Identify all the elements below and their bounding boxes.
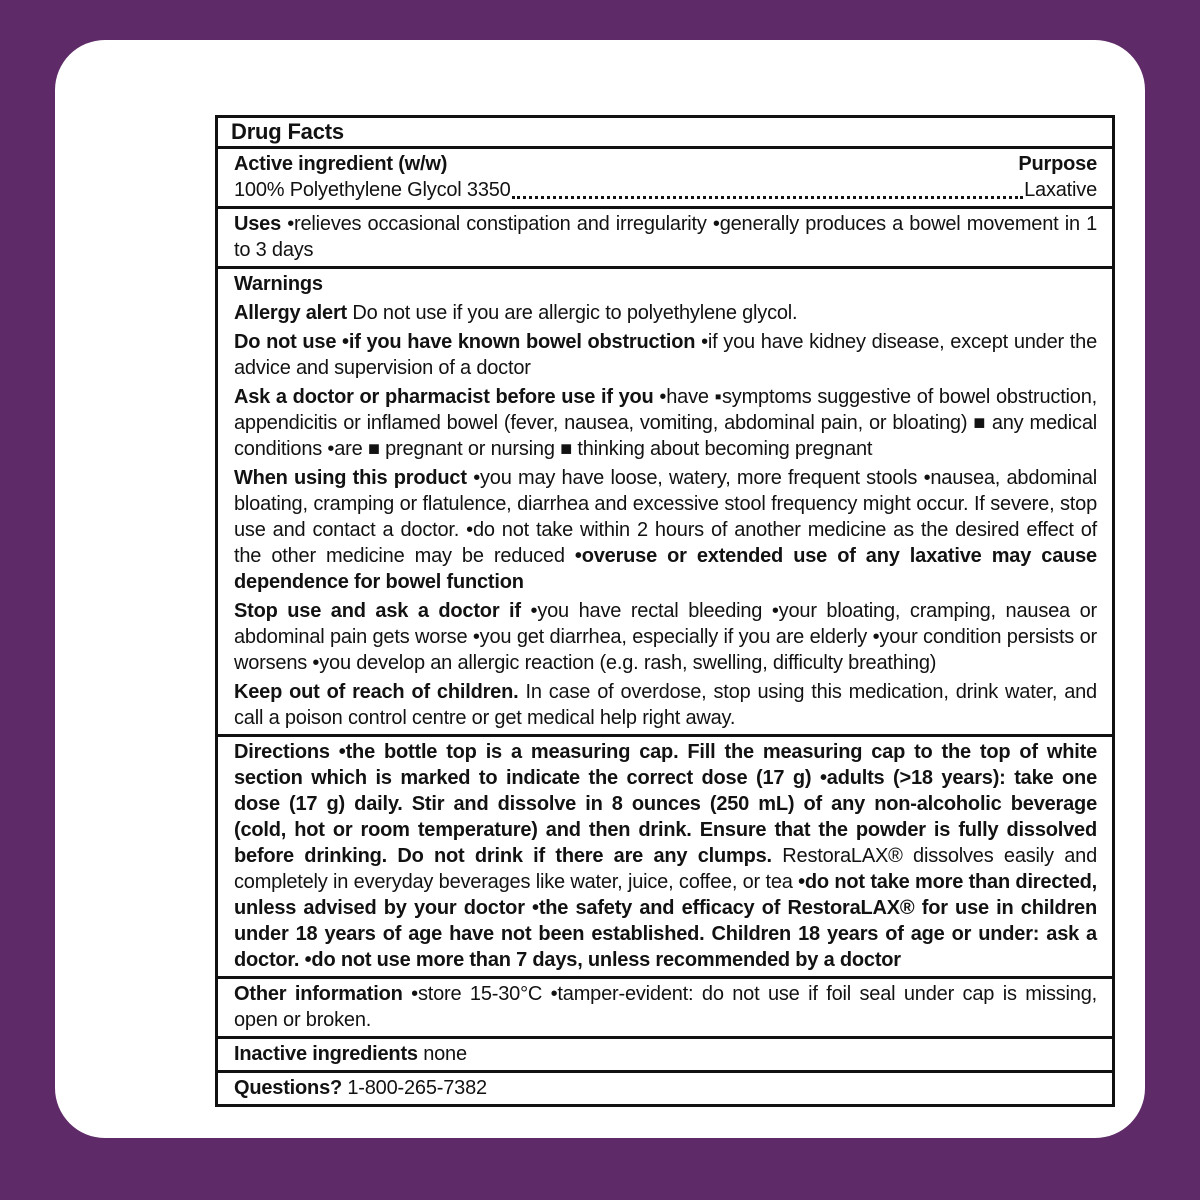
active-ingredient-value-line xyxy=(234,177,1097,203)
active-ingredient-name: 100% Polyethylene Glycol 3350 xyxy=(234,179,511,201)
inactive-ingredients-paragraph: Inactive ingredients none xyxy=(234,1043,467,1065)
drug-facts-header xyxy=(218,118,1112,146)
drug-facts-panel xyxy=(215,115,1115,1107)
purpose-value: Laxative xyxy=(1024,179,1097,201)
warnings-section xyxy=(218,266,1112,734)
label-card xyxy=(55,40,1145,1138)
active-ingredient-heading: Active ingredient (w/w) xyxy=(234,153,448,175)
keep-out-of-reach-paragraph: Keep out of reach of children. In case of overdose, stop using this medication, drink water, and call a poison control centre or get medical help right away. xyxy=(234,681,1097,729)
active-ingredient-section xyxy=(218,146,1112,206)
allergy-alert-paragraph: Allergy alert Do not use if you are allergic to polyethylene glycol. xyxy=(234,302,798,324)
ask-doctor-paragraph: Ask a doctor or pharmacist before use if you •have ▪symptoms suggestive of bowel obstruction, appendicitis or inflamed bowel (fever, nausea, vomiting, abdominal pain, or bloating) ■ any medical conditions •are ■ pregnant or nursing ■ thinking about becoming pregnant xyxy=(234,386,1097,460)
when-using-paragraph: When using this product •you may have loose, watery, more frequent stools •nausea, abdominal bloating, cramping or flatulence, diarrhea and excessive stool frequency might occur. If severe, stop use and contact a doctor. •do not take within 2 hours of another medicine as the desired effect of the other medicine may be reduced •overuse or extended use of any laxative may cause dependence for bowel function xyxy=(234,467,1097,593)
purpose-heading: Purpose xyxy=(1018,153,1097,175)
questions-paragraph: Questions? 1-800-265-7382 xyxy=(234,1077,487,1099)
directions-paragraph: Directions •the bottle top is a measuring cap. Fill the measuring cap to the top of white section which is marked to indicate the correct dose (17 g) •adults (>18 years): take one dose (17 g) daily. Stir and dissolve in 8 ounces (250 mL) of any non-alcoholic beverage (cold, hot or room temperature) and then drink. Ensure that the powder is fully dissolved before drinking. Do not drink if there are any clumps. RestoraLAX® dissolves easily and completely in everyday beverages like water, juice, coffee, or tea •do not take more than directed, unless advised by your doctor •the safety and efficacy of RestoraLAX® for use in children under 18 years of age have not been established. Children 18 years of age or under: ask a doctor. •do not use more than 7 days, unless recommended by a doctor xyxy=(234,741,1097,971)
uses-paragraph: Uses •relieves occasional constipation and irregularity •generally produces a bowel movement in 1 to 3 days xyxy=(234,213,1097,261)
questions-section xyxy=(218,1070,1112,1104)
stop-use-paragraph: Stop use and ask a doctor if •you have rectal bleeding •your bloating, cramping, nausea or abdominal pain gets worse •you get diarrhea, especially if you are elderly •your condition persists or worsens •you develop an allergic reaction (e.g. rash, swelling, difficulty breathing) xyxy=(234,600,1098,674)
do-not-use-paragraph: Do not use •if you have known bowel obstruction •if you have kidney disease, except under the advice and supervision of a doctor xyxy=(234,331,1097,379)
dotted-leader xyxy=(512,196,1023,199)
other-information-paragraph: Other information •store 15-30°C •tamper-evident: do not use if foil seal under cap is missing, open or broken. xyxy=(234,983,1098,1031)
inactive-ingredients-section xyxy=(218,1036,1112,1070)
uses-section xyxy=(218,206,1112,266)
directions-section xyxy=(218,734,1112,976)
warnings-heading: Warnings xyxy=(234,273,323,295)
active-ingredient-heading-line xyxy=(234,151,1097,177)
drug-facts-title: Drug Facts xyxy=(231,119,344,144)
other-information-section xyxy=(218,976,1112,1036)
